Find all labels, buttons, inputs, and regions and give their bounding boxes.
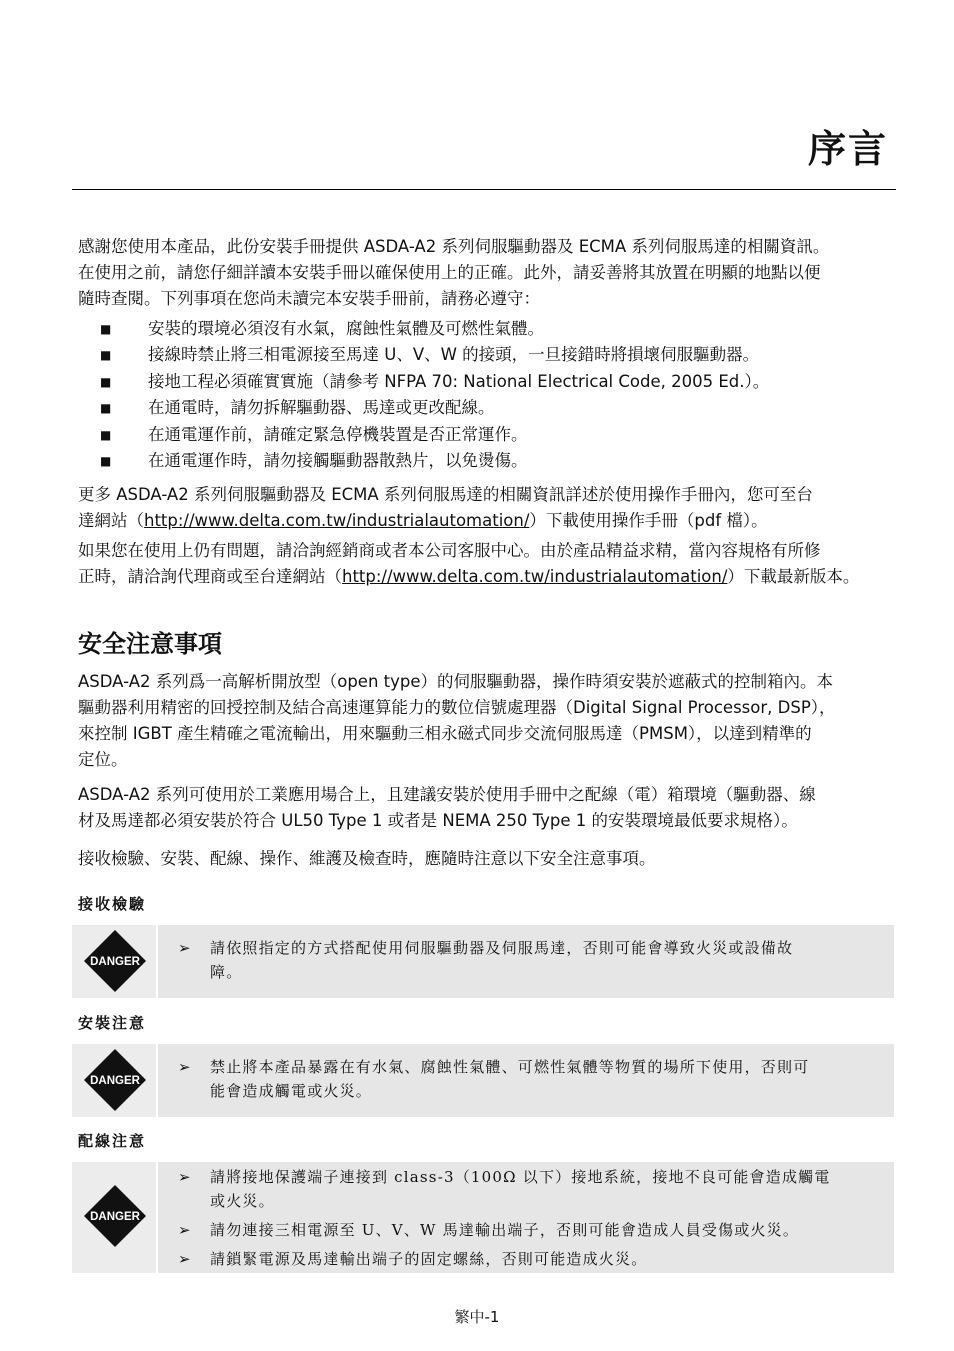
item-line: 或火災。: [210, 1192, 275, 1210]
section-label-wiring: 配線注意: [78, 1132, 147, 1150]
title-rule: [72, 189, 896, 190]
safety-line: ASDA-A2 系列可使用於工業應用場合上，且建議安裝於使用手冊中之配線（電）箱環境（驅動器、線: [78, 785, 816, 804]
item-line: 請將接地保護端子連接到 class-3（100Ω 以下）接地系統，接地不良可能會造成觸電: [210, 1168, 831, 1186]
item-line: 禁止將本產品暴露在有水氣、腐蝕性氣體、可燃性氣體等物質的場所下使用，否則可: [210, 1058, 810, 1076]
list-item: [100, 422, 769, 448]
arrow-icon: ➢: [178, 1058, 192, 1076]
item-line: 請依照指定的方式搭配使用伺服驅動器及伺服馬達，否則可能會導致火災或設備故: [210, 939, 794, 957]
questions-line: [78, 564, 896, 590]
bullet-marker: ■: [100, 401, 112, 416]
bullet-marker: ■: [100, 374, 112, 389]
danger-icon-cell: [72, 1044, 158, 1117]
danger-box-installation: [72, 1044, 894, 1117]
safety-paragraph-2: [78, 782, 896, 834]
arrow-icon: ➢: [178, 939, 192, 957]
delta-website-link[interactable]: http://www.delta.com.tw/industrialautomation/: [342, 567, 728, 586]
list-item-text: 在通電運作時，請勿接觸驅動器散熱片，以免燙傷。: [148, 451, 528, 471]
danger-items: [178, 1165, 882, 1271]
arrow-icon: ➢: [178, 1168, 192, 1186]
intro-paragraph: [78, 234, 896, 312]
list-item-text: 接地工程必須確實實施（請參考 NFPA 70: National Electrical Code, 2005 Ed.）。: [148, 371, 770, 391]
danger-icon-cell: [72, 1162, 158, 1273]
safety-line: 定位。: [78, 750, 128, 769]
page-number: 繁中-1: [454, 1308, 500, 1326]
safety-line: 接收檢驗、安裝、配線、操作、維護及檢查時，應隨時注意以下安全注意事項。: [78, 849, 656, 868]
list-item: [100, 342, 769, 368]
item-line: 請勿連接三相電源至 U、V、W 馬達輸出端子，否則可能會造成人員受傷或火災。: [210, 1221, 800, 1239]
list-item: [100, 448, 769, 474]
intro-line: 隨時查閱。下列事項在您尚未讀完本安裝手冊前，請務必遵守：: [78, 289, 540, 308]
danger-box-receiving: [72, 925, 894, 998]
list-item: [100, 369, 769, 395]
page-title: 序言: [807, 127, 888, 171]
danger-icon-text: DANGER: [90, 956, 140, 968]
questions-line: 如果您在使用上仍有問題，請洽詢經銷商或者本公司客服中心。由於產品精益求精，當內容規格有所修: [78, 541, 821, 560]
list-item-text: 接線時禁止將三相電源接至馬達 U、V、W 的接頭，一旦接錯時將損壞伺服驅動器。: [148, 345, 760, 365]
item-line: 能會造成觸電或火災。: [210, 1082, 373, 1100]
section-label-receiving: 接收檢驗: [78, 895, 147, 913]
text-run: 達網站（: [78, 511, 144, 530]
bullet-marker: ■: [100, 322, 112, 336]
danger-icon-text: DANGER: [90, 1075, 140, 1087]
danger-icon-cell: [72, 925, 158, 998]
list-item-text: 在通電時，請勿拆解驅動器、馬達或更改配線。: [148, 398, 495, 418]
questions-paragraph: [78, 538, 896, 590]
danger-icon: [83, 1184, 147, 1248]
more-info-line: 更多 ASDA-A2 系列伺服驅動器及 ECMA 系列伺服馬達的相關資訊詳述於使用操作手冊內，您可至台: [78, 485, 813, 504]
arrow-icon: ➢: [178, 1221, 192, 1239]
list-item: [100, 395, 769, 421]
precaution-list: [100, 316, 769, 474]
list-item: [178, 1247, 882, 1271]
list-item: [178, 936, 882, 984]
item-line: 障。: [210, 963, 243, 981]
list-item: [178, 1055, 882, 1103]
safety-line: 驅動器利用精密的回授控制及結合高速運算能力的數位信號處理器（Digital Signal Processor, DSP），: [78, 698, 836, 717]
list-item: [178, 1218, 882, 1242]
section-label-installation: 安裝注意: [78, 1014, 147, 1032]
intro-line: 在使用之前，請您仔細詳讀本安裝手冊以確保使用上的正確。此外，請妥善將其放置在明顯的地點以便: [78, 263, 821, 282]
danger-icon: [83, 929, 147, 993]
item-line: 請鎖緊電源及馬達輸出端子的固定螺絲，否則可能造成火災。: [210, 1250, 648, 1268]
danger-icon-text: DANGER: [90, 1211, 140, 1223]
more-info-line: [78, 508, 896, 534]
safety-paragraph-1: [78, 669, 896, 773]
list-item-text: 在通電運作前，請確定緊急停機裝置是否正常運作。: [148, 424, 528, 444]
bullet-marker: ■: [100, 427, 112, 442]
list-item-text: 安裝的環境必須沒有水氣，腐蝕性氣體及可燃性氣體。: [148, 319, 544, 338]
list-item: [178, 1165, 882, 1213]
danger-items: [178, 936, 882, 984]
danger-items: [178, 1055, 882, 1103]
danger-box-wiring: [72, 1162, 894, 1273]
list-item: [100, 316, 769, 342]
text-run: ）下載使用操作手冊（pdf 檔）。: [529, 511, 768, 530]
safety-paragraph-3: [78, 846, 896, 872]
arrow-icon: ➢: [178, 1250, 192, 1268]
delta-website-link[interactable]: http://www.delta.com.tw/industrialautomation/: [144, 511, 530, 530]
bullet-marker: ■: [100, 454, 112, 469]
safety-line: 材及馬達都必須安裝於符合 UL50 Type 1 或者是 NEMA 250 Type 1 的安裝環境最低要求規格）。: [78, 811, 798, 830]
danger-icon: [83, 1048, 147, 1112]
text-run: 正時，請洽詢代理商或至台達網站（: [78, 567, 342, 586]
text-run: ）下載最新版本。: [727, 567, 860, 586]
more-info-paragraph: [78, 482, 896, 534]
safety-line: 來控制 IGBT 產生精確之電流輸出，用來驅動三相永磁式同步交流伺服馬達（PMSM），以達到精準的: [78, 724, 812, 743]
safety-line: ASDA-A2 系列爲一高解析開放型（open type）的伺服驅動器，操作時須安裝於遮蔽式的控制箱內。本: [78, 672, 834, 691]
bullet-marker: ■: [100, 348, 112, 363]
intro-line: 感謝您使用本產品，此份安裝手冊提供 ASDA-A2 系列伺服驅動器及 ECMA 系列伺服馬達的相關資訊。: [78, 237, 830, 256]
safety-heading: 安全注意事項: [78, 630, 222, 658]
